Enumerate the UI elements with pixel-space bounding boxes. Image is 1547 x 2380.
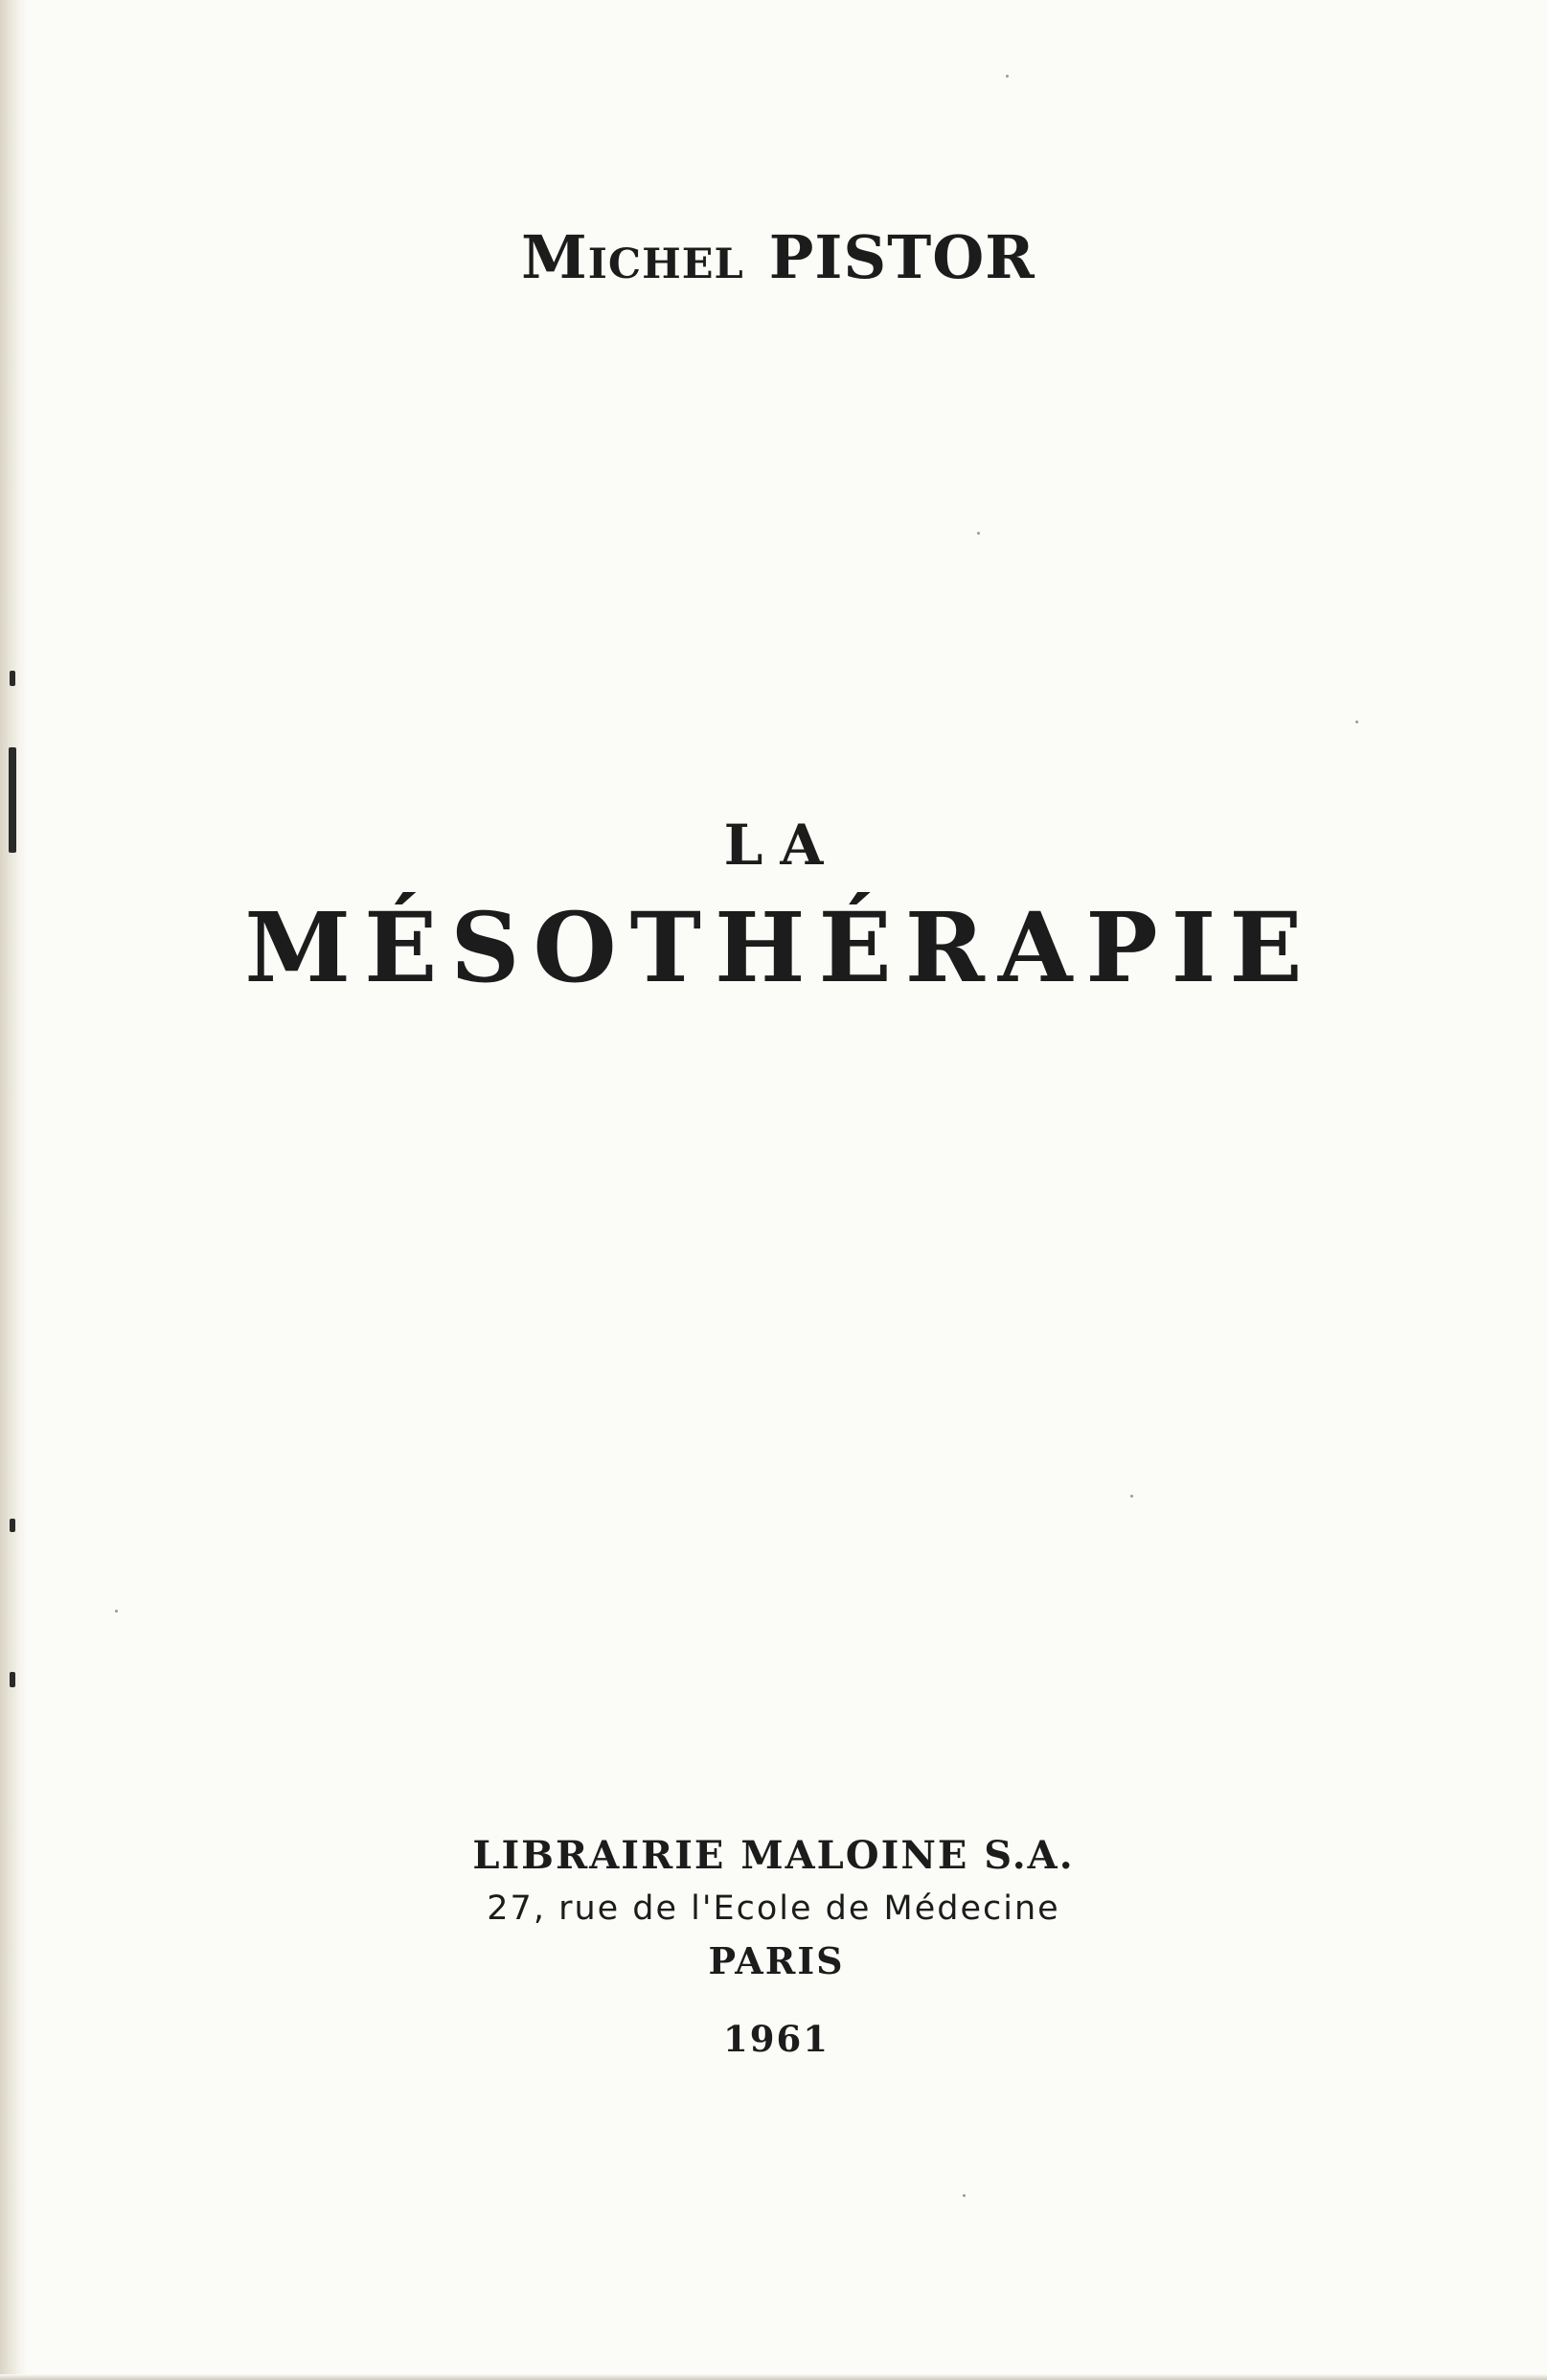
spine-mark — [10, 1672, 15, 1687]
author-first-name: Michel — [521, 222, 744, 292]
title-article: LA — [723, 812, 841, 878]
spine-mark — [10, 1519, 15, 1532]
paper-speck — [1006, 75, 1009, 78]
paper-speck — [1355, 721, 1358, 723]
author-name — [0, 222, 1547, 292]
spine-mark — [10, 671, 15, 686]
page-bottom-edge — [0, 2374, 1547, 2380]
publisher-name: LIBRAIRIE MALOINE S.A. — [472, 1833, 1075, 1878]
publication-year: 1961 — [723, 2018, 830, 2060]
author-last-name: PISTOR — [768, 222, 1035, 292]
book-title: MÉSOTHÉRAPIE — [244, 891, 1316, 1004]
paper-speck — [977, 532, 980, 535]
publisher-address: 27, rue de l'Ecole de Médecine — [487, 1889, 1060, 1928]
paper-speck — [963, 2194, 966, 2197]
paper-speck — [1130, 1495, 1133, 1498]
paper-speck — [115, 1610, 118, 1613]
publisher-city: PARIS — [708, 1939, 845, 1982]
